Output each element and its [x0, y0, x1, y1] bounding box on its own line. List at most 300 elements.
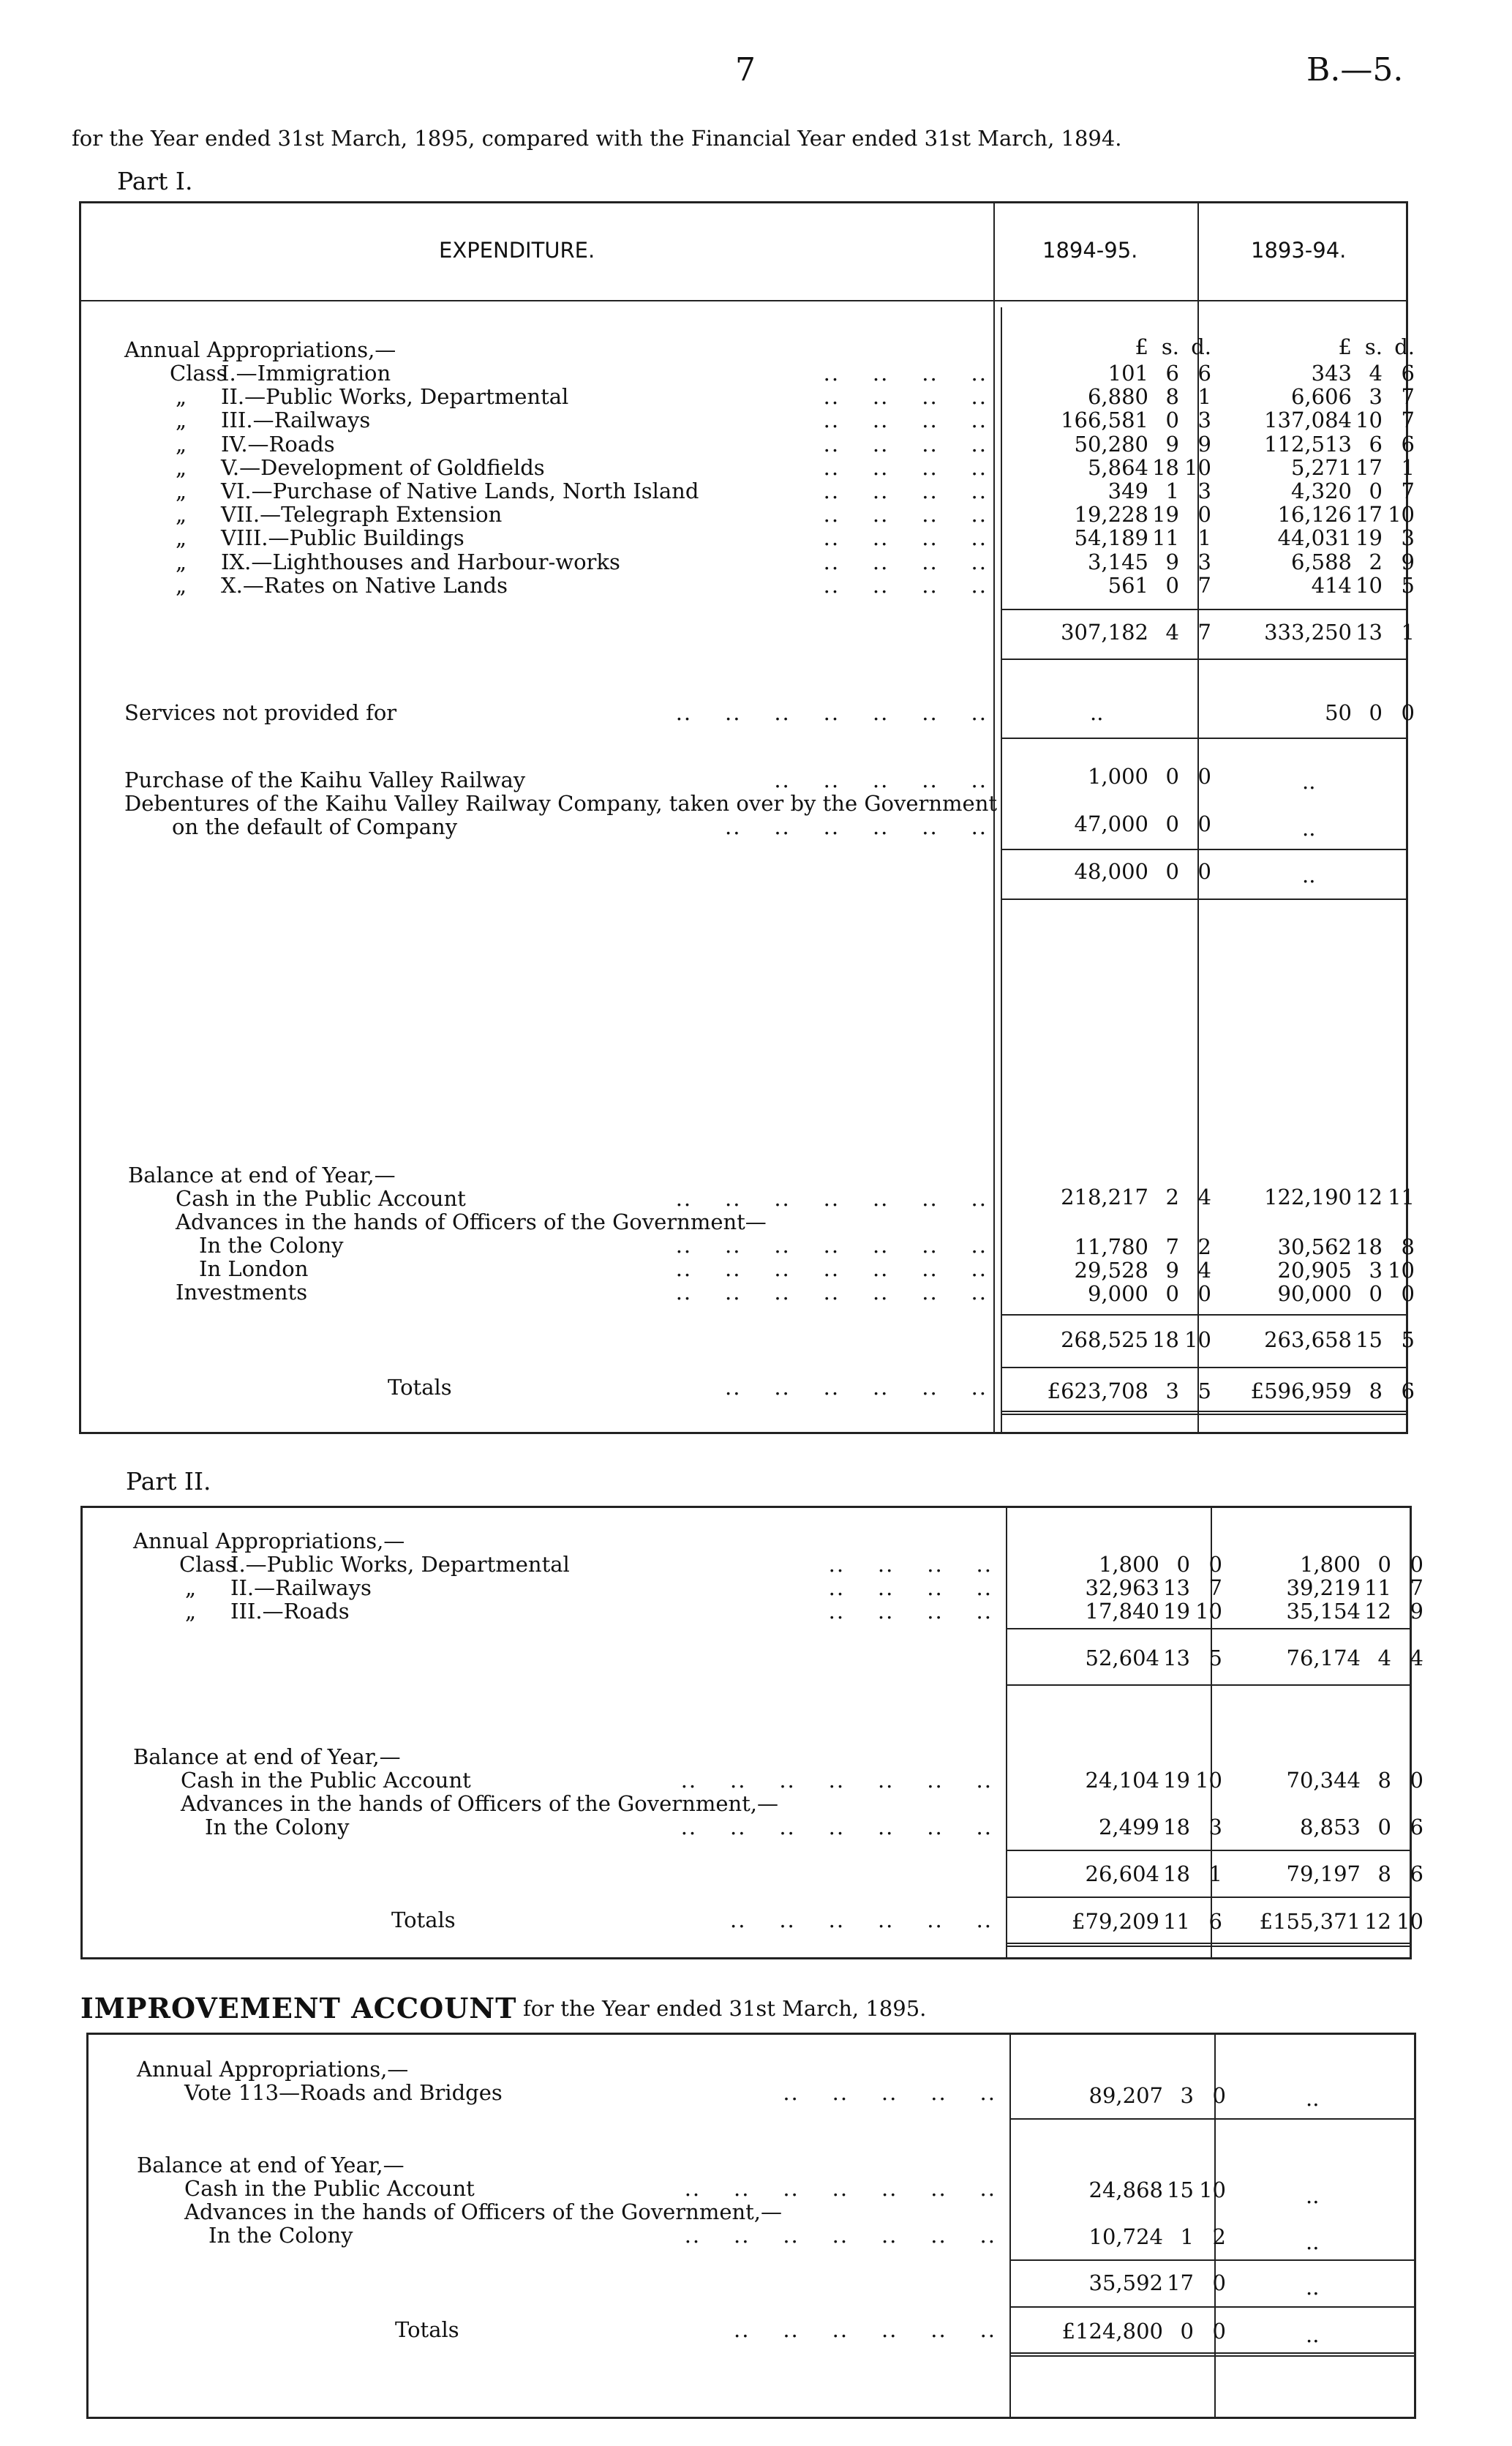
amount-shillings: 0: [1180, 2319, 1194, 2344]
leader-dots: .. .. .. .. .. .. ..: [675, 1186, 988, 1211]
amount-shillings: 1: [1180, 2224, 1194, 2249]
amount-pence: 7: [1197, 572, 1211, 598]
amount-pence: 0: [1208, 1552, 1222, 1577]
balance-advances: Advances in the hands of Officers of the Government—: [176, 1209, 767, 1234]
class-amount-1893: [1220, 361, 1415, 385]
unit-shillings: s.: [1364, 334, 1383, 359]
amount-shillings: 3: [1180, 2083, 1194, 2108]
amount-shillings: 4: [1165, 620, 1179, 645]
amount-shillings: 4: [1377, 1646, 1391, 1670]
amount-pounds: 1,800: [1098, 1552, 1159, 1577]
rule: [1006, 1628, 1211, 1629]
amount-pounds: 6,606: [1290, 384, 1352, 410]
amount-shillings: 0: [1165, 859, 1179, 884]
part2-annual-total-1893: [1229, 1646, 1423, 1670]
improvement-colony-label: In the Colony: [208, 2223, 353, 2248]
leader-dots: .. .. .. .. ..: [783, 2080, 996, 2105]
amount-pence: 7: [1401, 479, 1415, 503]
rule: [1001, 609, 1197, 610]
amount-shillings: 0: [1165, 764, 1179, 789]
amount-shillings: 17: [1355, 502, 1383, 528]
unit-pounds: £: [1338, 334, 1352, 359]
amount-shillings: 3: [1369, 1258, 1383, 1283]
amount-pounds: 218,217: [1061, 1185, 1148, 1209]
amount-pence: 10: [1388, 502, 1415, 528]
balance-cash-label: Cash in the Public Account: [176, 1186, 466, 1211]
amount-pounds: 10,724: [1088, 2224, 1163, 2249]
class-amount-1893: [1220, 408, 1415, 432]
class-prefix: „: [176, 454, 187, 480]
kaihu-purchase-label: Purchase of the Kaihu Valley Railway: [124, 768, 526, 792]
amount-shillings: 11: [1152, 525, 1179, 551]
amount-pounds: 343: [1311, 361, 1352, 386]
amount-pence: 6: [1401, 361, 1415, 386]
amount-pounds: 24,104: [1085, 1768, 1159, 1793]
amount-shillings: 6: [1369, 431, 1383, 457]
amount-shillings: 0: [1165, 1281, 1179, 1306]
amount-pence: 8: [1401, 1234, 1415, 1259]
amount-shillings: 10: [1355, 572, 1383, 598]
amount-pounds: 166,581: [1061, 408, 1148, 433]
balance-london-label: In London: [199, 1256, 309, 1281]
amount-pence: 1: [1401, 620, 1415, 645]
leader-dots: .. .. .. ..: [823, 408, 988, 433]
amount-pence: 4: [1197, 1185, 1211, 1209]
class-prefix: „: [176, 549, 187, 574]
amount-pence: 0: [1197, 502, 1211, 528]
balance-investments-1894: [1017, 1282, 1211, 1305]
units-1893: [1220, 334, 1415, 359]
document-reference: B.—5.: [1306, 51, 1404, 89]
kaihu-debentures-1893: ..: [1302, 816, 1316, 841]
part2-balance-cash-1894: [1028, 1768, 1222, 1792]
amount-shillings: 17: [1167, 2270, 1194, 2295]
amount-pounds: 307,182: [1061, 620, 1148, 645]
amount-pounds: 112,513: [1264, 431, 1352, 457]
part2-totals-1893: [1229, 1910, 1423, 1933]
class-label: VI.—Purchase of Native Lands, North Island: [221, 479, 699, 503]
class-amount-1893: [1220, 385, 1415, 408]
class-prefix: Class: [170, 361, 227, 386]
page-subtitle: for the Year ended 31st March, 1895, compared with the Financial Year ended 31st March, 1894.: [72, 126, 1122, 151]
class-label: IV.—Roads: [221, 431, 335, 457]
amount-shillings: 18: [1163, 1815, 1190, 1839]
improvement-vote-1893: ..: [1306, 2086, 1320, 2111]
leader-dots: .. .. .. .. .. ..: [725, 814, 988, 839]
class-label: III.—Railways: [221, 408, 371, 433]
amount-pence: 6: [1208, 1909, 1222, 1934]
class-amount-1894: [1028, 1599, 1222, 1623]
amount-pounds: £155,371: [1259, 1909, 1361, 1934]
amount-pence: 10: [1199, 2177, 1226, 2202]
amount-pounds: 1,800: [1299, 1552, 1361, 1577]
part2-totals-label: Totals: [391, 1907, 456, 1932]
double-rule: [1211, 1943, 1412, 1947]
amount-pounds: 2,499: [1098, 1815, 1159, 1839]
amount-pounds: 349: [1107, 479, 1148, 503]
amount-shillings: 0: [1369, 700, 1383, 725]
amount-pounds: 52,604: [1085, 1646, 1159, 1670]
balance-colony-1894: [1017, 1235, 1211, 1258]
rule: [1009, 2259, 1214, 2261]
class-amount-1893: [1220, 432, 1415, 456]
amount-shillings: 19: [1152, 502, 1179, 528]
amount-pounds: £623,708: [1047, 1378, 1148, 1403]
amount-shillings: 0: [1377, 1815, 1391, 1839]
part2-balance-total-1894: [1028, 1862, 1222, 1886]
kaihu-total-1893: ..: [1302, 863, 1316, 888]
amount-pounds: 137,084: [1264, 408, 1352, 433]
rule: [1211, 1628, 1412, 1629]
amount-pence: 0: [1197, 1281, 1211, 1306]
leader-dots: .. .. .. .. .. .. ..: [684, 2223, 996, 2248]
balance-total-1893: [1220, 1328, 1415, 1351]
part2-balance-colony-1894: [1028, 1815, 1222, 1839]
amount-pence: 5: [1197, 1378, 1211, 1403]
rule: [1001, 899, 1197, 900]
amount-pence: 3: [1197, 408, 1211, 433]
leader-dots: .. .. .. .. .. .. ..: [675, 1280, 988, 1305]
class-prefix: „: [176, 479, 187, 503]
leader-dots: .. .. .. .. .. ..: [734, 2317, 996, 2342]
improvement-totals-1893: ..: [1306, 2322, 1320, 2347]
part2-balance-cash-1893: [1229, 1768, 1423, 1792]
class-label: VIII.—Public Buildings: [221, 525, 464, 551]
leader-dots: .. .. .. ..: [828, 1575, 993, 1600]
class-amount-1894: [1017, 385, 1211, 408]
class-amount-1893: [1220, 479, 1415, 503]
class-amount-1894: [1017, 408, 1211, 432]
amount-shillings: 0: [1369, 479, 1383, 503]
leader-dots: .. .. .. .. .. .. ..: [680, 1768, 993, 1793]
balance-colony-1893: [1220, 1235, 1415, 1258]
rule: [1001, 1314, 1197, 1316]
balance-cash-1894: [1017, 1185, 1211, 1209]
double-rule: [1006, 1943, 1211, 1947]
rule: [1197, 899, 1408, 900]
part1-header-rule: [79, 300, 1408, 301]
amount-shillings: 19: [1163, 1599, 1190, 1624]
amount-pounds: 24,868: [1088, 2177, 1163, 2202]
amount-pounds: 47,000: [1074, 811, 1148, 836]
amount-pence: 0: [1212, 2319, 1226, 2344]
amount-pence: 10: [1184, 454, 1211, 480]
amount-shillings: 2: [1165, 1185, 1179, 1209]
kaihu-debentures-line1: Debentures of the Kaihu Valley Railway Company, taken over by the Government: [124, 791, 998, 816]
amount-pounds: 35,154: [1286, 1599, 1361, 1624]
col-1894-header: 1894-95.: [1042, 238, 1138, 263]
part2-balance-advances: Advances in the hands of Officers of the Government,—: [181, 1791, 779, 1816]
class-amount-1893: [1220, 574, 1415, 597]
services-1894: ..: [1090, 700, 1104, 725]
kaihu-debentures-label: on the default of Company: [172, 814, 458, 839]
amount-pence: 5: [1401, 572, 1415, 598]
amount-shillings: 1: [1165, 479, 1179, 503]
class-amount-1893: [1229, 1553, 1423, 1576]
amount-shillings: 0: [1165, 572, 1179, 598]
amount-shillings: 0: [1377, 1552, 1391, 1577]
amount-pence: 0: [1401, 1281, 1415, 1306]
part1-totals-label: Totals: [388, 1375, 452, 1400]
class-label: II.—Public Works, Departmental: [221, 384, 569, 410]
amount-pence: 3: [1208, 1815, 1222, 1839]
amount-pence: 1: [1401, 454, 1415, 480]
leader-dots: .. .. .. .. .. .. ..: [675, 1256, 988, 1281]
class-label: I.—Immigration: [221, 361, 391, 386]
balance-cash-1893: [1220, 1185, 1415, 1209]
balance-london-1894: [1017, 1258, 1211, 1282]
improvement-vote-label: Vote 113—Roads and Bridges: [184, 2080, 503, 2105]
amount-shillings: 19: [1355, 525, 1383, 551]
improvement-advances: Advances in the hands of Officers of the Government,—: [184, 2199, 783, 2224]
rule: [1009, 2306, 1214, 2308]
unit-pence: d.: [1191, 334, 1211, 359]
kaihu-purchase-1893: ..: [1302, 769, 1316, 794]
rule: [1197, 609, 1408, 610]
amount-pounds: 1,000: [1087, 764, 1148, 789]
class-amount-1894: [1017, 550, 1211, 574]
kaihu-debentures-1894: [1017, 812, 1211, 836]
amount-pence: 6: [1410, 1861, 1423, 1886]
rule: [1006, 1897, 1211, 1898]
amount-pence: 10: [1396, 1909, 1423, 1934]
annual-appropriations-heading: Annual Appropriations,—: [124, 337, 396, 362]
improvement-vote-1894: [1031, 2084, 1226, 2107]
services-label: Services not provided for: [124, 700, 397, 725]
amount-shillings: 3: [1369, 384, 1383, 410]
amount-pence: 5: [1401, 1327, 1415, 1352]
amount-pounds: 50: [1325, 700, 1352, 725]
amount-shillings: 11: [1163, 1909, 1190, 1934]
double-rule: [1009, 2352, 1214, 2357]
amount-pounds: 561: [1107, 572, 1148, 598]
class-amount-1894: [1017, 526, 1211, 549]
improvement-title: IMPROVEMENT ACCOUNT: [80, 1992, 517, 2025]
amount-pounds: 70,344: [1286, 1768, 1361, 1793]
amount-shillings: 17: [1355, 454, 1383, 480]
leader-dots: .. .. .. ..: [823, 361, 988, 386]
amount-pence: 10: [1184, 1327, 1211, 1352]
rule: [1006, 1684, 1211, 1686]
improvement-col-divider-1: [1009, 2033, 1011, 2419]
improvement-cash-1894: [1031, 2178, 1226, 2202]
improvement-subtitle: for the Year ended 31st March, 1895.: [523, 1996, 927, 2021]
rule: [1214, 2306, 1416, 2308]
amount-pence: 9: [1401, 549, 1415, 574]
rule: [1211, 1850, 1412, 1851]
page-number: 7: [735, 51, 756, 89]
kaihu-total-1894: [1017, 860, 1211, 883]
amount-pence: 3: [1197, 479, 1211, 503]
part2-title: Part II.: [126, 1467, 211, 1496]
part2-balance-total-1893: [1229, 1862, 1423, 1886]
class-amount-1894: [1017, 574, 1211, 597]
class-prefix: „: [185, 1599, 197, 1624]
leader-dots: .. .. .. .. .. .. ..: [684, 2176, 996, 2201]
class-amount-1893: [1229, 1576, 1423, 1599]
improvement-totals-1894: [1031, 2319, 1226, 2343]
rule: [1211, 1684, 1412, 1686]
amount-pounds: 35,592: [1088, 2270, 1163, 2295]
leader-dots: .. .. .. .. .. .. ..: [675, 700, 988, 725]
leader-dots: .. .. .. ..: [823, 525, 988, 551]
amount-pounds: 50,280: [1074, 431, 1148, 457]
part2-annual-total-1894: [1028, 1646, 1222, 1670]
leader-dots: .. .. .. ..: [828, 1599, 993, 1624]
class-prefix: „: [185, 1575, 197, 1600]
amount-pence: 0: [1410, 1768, 1423, 1793]
leader-dots: .. .. .. ..: [828, 1552, 993, 1577]
amount-pence: 0: [1197, 811, 1211, 836]
amount-shillings: 8: [1369, 1378, 1383, 1403]
amount-pounds: 39,219: [1286, 1575, 1361, 1600]
amount-pounds: 5,271: [1290, 454, 1352, 480]
amount-pence: 1: [1197, 525, 1211, 551]
amount-shillings: 9: [1165, 431, 1179, 457]
amount-shillings: 18: [1152, 1327, 1179, 1352]
part2-balance-heading: Balance at end of Year,—: [133, 1744, 401, 1769]
leader-dots: .. .. .. ..: [823, 384, 988, 410]
balance-total-1894: [1017, 1328, 1211, 1351]
amount-pence: 7: [1208, 1575, 1222, 1600]
amount-pounds: 76,174: [1286, 1646, 1361, 1670]
amount-pounds: 263,658: [1264, 1327, 1352, 1352]
amount-pence: 10: [1388, 1258, 1415, 1283]
improvement-colony-1894: [1031, 2225, 1226, 2248]
part1-totals-1893: [1220, 1379, 1415, 1403]
class-prefix: „: [176, 525, 187, 551]
amount-pounds: 17,840: [1085, 1599, 1159, 1624]
amount-shillings: 18: [1163, 1861, 1190, 1886]
leader-dots: .. .. .. .. .. .. ..: [680, 1815, 993, 1839]
amount-shillings: 0: [1176, 1552, 1190, 1577]
class-amount-1894: [1017, 479, 1211, 503]
part2-totals-1894: [1028, 1910, 1222, 1933]
amount-shillings: 10: [1355, 408, 1383, 433]
improvement-totals-label: Totals: [395, 2317, 459, 2342]
leader-dots: .. .. .. .. ..: [774, 768, 988, 792]
amount-shillings: 7: [1165, 1234, 1179, 1259]
double-rule: [1214, 2352, 1416, 2357]
balance-heading: Balance at end of Year,—: [128, 1163, 396, 1188]
amount-shillings: 8: [1377, 1861, 1391, 1886]
annual-total-1893: [1220, 620, 1415, 644]
amount-pounds: 16,126: [1277, 502, 1352, 528]
part2-balance-colony-label: In the Colony: [205, 1815, 350, 1839]
amount-pence: 0: [1197, 764, 1211, 789]
amount-pence: 3: [1197, 549, 1211, 574]
amount-shillings: 8: [1377, 1768, 1391, 1793]
class-label: II.—Railways: [230, 1575, 372, 1600]
amount-pounds: 101: [1107, 361, 1148, 386]
amount-shillings: 8: [1165, 384, 1179, 410]
amount-pounds: 3,145: [1087, 549, 1148, 574]
class-amount-1894: [1028, 1553, 1222, 1576]
amount-pence: 2: [1197, 1234, 1211, 1259]
class-amount-1893: [1229, 1599, 1423, 1623]
improvement-balance-heading: Balance at end of Year,—: [137, 2153, 405, 2177]
amount-pounds: 90,000: [1277, 1281, 1352, 1306]
amount-pence: 6: [1401, 431, 1415, 457]
amount-pounds: 268,525: [1061, 1327, 1148, 1352]
amount-pence: 7: [1401, 408, 1415, 433]
rule: [1001, 1367, 1197, 1368]
class-amount-1894: [1017, 432, 1211, 456]
rule: [1197, 849, 1408, 850]
amount-shillings: 4: [1369, 361, 1383, 386]
services-1893: [1220, 701, 1415, 724]
class-prefix: „: [176, 502, 187, 528]
amount-shillings: 0: [1369, 1281, 1383, 1306]
amount-pence: 7: [1197, 620, 1211, 645]
improvement-total-1894: [1031, 2271, 1226, 2295]
class-prefix: Class: [179, 1552, 237, 1577]
amount-shillings: 13: [1163, 1575, 1190, 1600]
amount-pence: 3: [1401, 525, 1415, 551]
amount-pounds: 8,853: [1299, 1815, 1361, 1839]
amount-pence: 2: [1212, 2224, 1226, 2249]
part1-col-divider-1b: [1001, 307, 1002, 1434]
balance-investments-1893: [1220, 1282, 1415, 1305]
leader-dots: .. .. .. ..: [823, 454, 988, 480]
amount-shillings: 15: [1167, 2177, 1194, 2202]
rule: [1197, 1367, 1408, 1368]
amount-shillings: 11: [1364, 1575, 1391, 1600]
improvement-total-1893: ..: [1306, 2275, 1320, 2300]
amount-pence: 1: [1208, 1861, 1222, 1886]
class-amount-1894: [1028, 1576, 1222, 1599]
class-amount-1894: [1017, 361, 1211, 385]
improvement-cash-label: Cash in the Public Account: [184, 2176, 475, 2201]
amount-pounds: 19,228: [1074, 502, 1148, 528]
class-amount-1893: [1220, 456, 1415, 479]
leader-dots: .. .. .. ..: [823, 502, 988, 528]
leader-dots: .. .. .. ..: [823, 572, 988, 598]
leader-dots: .. .. .. .. .. .. ..: [675, 1233, 988, 1258]
amount-pence: 5: [1208, 1646, 1222, 1670]
class-label: I.—Public Works, Departmental: [230, 1552, 570, 1577]
amount-pounds: 4,320: [1290, 479, 1352, 503]
units-1894: [1017, 334, 1211, 359]
part2-balance-colony-1893: [1229, 1815, 1423, 1839]
balance-london-1893: [1220, 1258, 1415, 1282]
amount-pence: 0: [1212, 2083, 1226, 2108]
amount-shillings: 0: [1165, 408, 1179, 433]
amount-pence: 4: [1197, 1258, 1211, 1283]
improvement-cash-1893: ..: [1306, 2183, 1320, 2208]
amount-pounds: 79,197: [1286, 1861, 1361, 1886]
amount-shillings: 12: [1364, 1909, 1391, 1934]
class-label: VII.—Telegraph Extension: [221, 502, 503, 528]
part2-annual-heading: Annual Appropriations,—: [133, 1528, 405, 1553]
amount-pounds: 44,031: [1277, 525, 1352, 551]
amount-shillings: 18: [1152, 454, 1179, 480]
amount-pounds: £79,209: [1072, 1909, 1159, 1934]
class-amount-1894: [1017, 503, 1211, 526]
rule: [1197, 1314, 1408, 1316]
amount-pounds: 414: [1311, 572, 1352, 598]
balance-investments-label: Investments: [176, 1280, 308, 1305]
part1-title: Part I.: [117, 167, 193, 195]
class-amount-1893: [1220, 550, 1415, 574]
amount-pence: 9: [1197, 431, 1211, 457]
amount-pounds: 11,780: [1074, 1234, 1148, 1259]
amount-pounds: 48,000: [1074, 859, 1148, 884]
amount-pounds: £596,959: [1250, 1378, 1352, 1403]
amount-pence: 0: [1410, 1552, 1423, 1577]
amount-pence: 6: [1197, 361, 1211, 386]
part2-balance-cash-label: Cash in the Public Account: [181, 1768, 471, 1793]
